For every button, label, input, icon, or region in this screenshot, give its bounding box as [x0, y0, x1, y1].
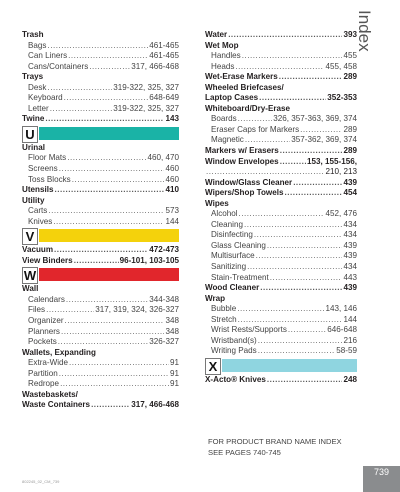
page-title: Index	[355, 10, 374, 52]
index-entry	[22, 41, 179, 52]
entry-pages: 455, 458	[325, 61, 357, 71]
entry-term: Planners	[28, 326, 60, 336]
index-entry	[205, 114, 357, 125]
index-entry	[22, 83, 179, 94]
index-entry	[205, 375, 357, 386]
entry-pages: 460	[165, 164, 179, 174]
dot-leader	[279, 72, 343, 83]
index-entry	[22, 72, 179, 83]
brand-index-note	[208, 436, 342, 458]
dot-leader	[237, 304, 324, 315]
dot-leader	[300, 125, 342, 136]
dot-leader	[47, 41, 148, 52]
index-entry	[205, 315, 357, 326]
index-entry	[205, 51, 357, 62]
entry-term: Carts	[28, 206, 48, 216]
entry-pages: 143	[165, 114, 179, 124]
entry-term: Cleaning	[211, 219, 243, 229]
index-entry	[22, 185, 179, 196]
entry-term: Waste Containers	[22, 400, 91, 410]
index-entry	[22, 206, 179, 217]
index-entry	[22, 358, 179, 369]
dot-leader	[54, 245, 148, 256]
dot-leader	[47, 83, 112, 94]
entry-pages: 352-353	[327, 93, 357, 103]
index-entry	[22, 295, 179, 306]
dot-leader	[59, 164, 165, 175]
page-number: 739	[363, 466, 400, 492]
index-entry	[22, 164, 179, 175]
entry-term: Can Liners	[28, 51, 68, 61]
entry-pages: 317, 319, 324, 326-327	[95, 305, 179, 315]
brand-index-note-line2: SEE PAGES 740-745	[208, 448, 281, 457]
dot-leader	[245, 135, 290, 146]
dot-leader	[74, 256, 119, 267]
index-entry	[205, 178, 357, 189]
dot-leader	[68, 51, 148, 62]
entry-pages: 96-101, 103-105	[119, 255, 179, 265]
dot-leader	[206, 167, 324, 178]
index-entry	[22, 379, 179, 390]
letter-color-band	[39, 229, 179, 242]
index-entry	[205, 336, 357, 347]
entry-pages: 648-649	[149, 93, 179, 103]
dot-leader	[238, 315, 343, 326]
letter-divider-u	[22, 127, 179, 140]
index-entry	[22, 337, 179, 348]
index-entry	[205, 262, 357, 273]
entry-term: Desk	[28, 82, 47, 92]
entry-term: Vacuum	[22, 245, 54, 255]
entry-pages: 410	[165, 185, 179, 195]
index-entry	[22, 114, 179, 125]
entry-pages: 461-465	[149, 40, 179, 50]
index-entry	[22, 284, 179, 295]
dot-leader	[45, 114, 164, 125]
entry-term: Knives	[28, 216, 53, 226]
dot-leader	[280, 146, 343, 157]
entry-pages: 144	[165, 216, 179, 226]
entry-term: Sanitizing	[211, 262, 247, 272]
entry-term: Heads	[211, 61, 235, 71]
entry-term: Urinal	[22, 142, 45, 152]
entry-pages: 91	[169, 368, 179, 378]
index-entry	[22, 51, 179, 62]
entry-pages: 143, 146	[325, 304, 357, 314]
index-entry	[22, 93, 179, 104]
entry-pages: 91	[169, 379, 179, 389]
entry-pages: 344-348	[149, 294, 179, 304]
dot-leader	[267, 241, 343, 252]
index-entry	[205, 273, 357, 284]
entry-term: Floor Mats	[28, 153, 67, 163]
index-entry	[205, 93, 357, 104]
entry-pages: 248	[343, 374, 357, 384]
entry-pages: 460	[165, 174, 179, 184]
index-entry	[205, 62, 357, 73]
entry-pages: 348	[165, 326, 179, 336]
index-entry	[205, 230, 357, 241]
index-entry	[22, 153, 179, 164]
entry-term: Toss Blocks	[28, 174, 71, 184]
index-entry	[22, 196, 179, 207]
letter-divider-w	[22, 268, 179, 284]
index-entry	[205, 325, 357, 336]
dot-leader	[258, 346, 336, 357]
letter-label: X	[205, 358, 221, 375]
entry-term: Redrope	[28, 379, 60, 389]
entry-term: X-Acto® Knives	[205, 374, 266, 384]
index-entry	[22, 369, 179, 380]
index-entry	[205, 346, 357, 357]
index-entry	[205, 104, 357, 115]
index-entry	[205, 135, 357, 146]
entry-term: Calendars	[28, 294, 65, 304]
entry-pages: 460, 470	[147, 153, 179, 163]
entry-term: Wallets, Expanding	[22, 347, 96, 357]
dot-leader	[46, 305, 94, 316]
index-entry	[205, 209, 357, 220]
entry-term: Eraser Caps for Markers	[211, 124, 300, 134]
letter-divider-x	[205, 359, 357, 372]
dot-leader	[67, 153, 146, 164]
letter-color-band	[39, 268, 179, 281]
index-entry	[22, 30, 179, 41]
entry-pages: 326-327	[149, 337, 179, 347]
index-entry	[205, 241, 357, 252]
letter-label: W	[23, 268, 37, 284]
entry-pages: 91	[169, 358, 179, 368]
entry-term: Letter	[28, 103, 49, 113]
entry-term: Wet Mop	[205, 40, 239, 50]
entry-pages: 439	[343, 177, 357, 187]
index-entry	[22, 327, 179, 338]
dot-leader	[53, 217, 164, 228]
entry-term: Bubble	[211, 304, 237, 314]
entry-pages: 452, 476	[325, 209, 357, 219]
dot-leader	[254, 230, 343, 241]
dot-leader	[66, 295, 148, 306]
entry-term: Wall	[22, 284, 39, 294]
index-entry	[205, 220, 357, 231]
entry-pages: 646-648	[327, 325, 357, 335]
letter-label: V	[22, 228, 38, 245]
entry-term: Partition	[28, 368, 58, 378]
index-entry	[22, 390, 179, 401]
index-entry	[205, 41, 357, 52]
entry-term: Wheeled Briefcases/	[205, 82, 284, 92]
entry-pages: 455	[343, 51, 357, 61]
entry-pages: 434	[343, 230, 357, 240]
entry-pages: 326, 357-363, 369, 374	[273, 114, 357, 124]
entry-pages: 393	[343, 30, 357, 39]
entry-term: Wipers/Shop Towels	[205, 188, 284, 198]
entry-pages: 348	[165, 316, 179, 326]
index-column-left	[22, 30, 179, 411]
dot-leader	[69, 358, 169, 369]
dot-leader	[280, 157, 306, 168]
index-entry	[22, 256, 179, 267]
entry-term: Wastebaskets/	[22, 389, 78, 399]
index-entry	[22, 305, 179, 316]
index-entry	[22, 175, 179, 186]
entry-term: Bags	[28, 40, 47, 50]
index-entry	[205, 157, 357, 168]
entry-pages: 289	[343, 146, 357, 156]
entry-pages: 461-465	[149, 51, 179, 61]
dot-leader	[267, 375, 343, 386]
entry-term: Utility	[22, 195, 45, 205]
entry-term: Wood Cleaner	[205, 283, 260, 293]
entry-pages: 317, 466-468	[131, 61, 179, 71]
entry-pages: 289	[343, 72, 357, 82]
index-entry	[22, 245, 179, 256]
entry-term: Wrap	[205, 293, 226, 303]
dot-leader	[60, 379, 169, 390]
dot-leader	[89, 62, 130, 73]
entry-pages: 573	[165, 206, 179, 216]
entry-term: Trash	[22, 30, 44, 39]
dot-leader	[256, 251, 343, 262]
letter-label: U	[22, 126, 38, 143]
entry-term: Alcohol	[211, 209, 238, 219]
entry-pages: 443	[343, 272, 357, 282]
dot-leader	[64, 93, 149, 104]
dot-leader	[244, 220, 343, 231]
index-entry	[22, 400, 179, 411]
entry-term: Disinfecting	[211, 230, 253, 240]
entry-pages: 58-59	[336, 346, 357, 356]
entry-pages: 289	[343, 124, 357, 134]
dot-leader	[228, 30, 342, 41]
dot-leader	[259, 93, 326, 104]
index-entry	[205, 125, 357, 136]
dot-leader	[235, 62, 324, 73]
dot-leader	[260, 283, 342, 294]
index-entry	[22, 217, 179, 228]
entry-term: Handles	[211, 51, 241, 61]
index-entry	[205, 283, 357, 294]
entry-pages: 144	[343, 314, 357, 324]
dot-leader	[258, 336, 343, 347]
letter-divider-v	[22, 229, 179, 245]
entry-pages: 319-322, 325, 327	[113, 103, 179, 113]
index-entry	[205, 304, 357, 315]
index-entry	[205, 199, 357, 210]
entry-term: Window/Glass Cleaner	[205, 177, 293, 187]
index-column-right	[205, 30, 357, 386]
entry-term: Stretch	[211, 314, 237, 324]
entry-pages: 216	[343, 335, 357, 345]
dot-leader	[50, 104, 113, 115]
dot-leader	[293, 178, 342, 189]
entry-term: Organizer	[28, 316, 64, 326]
entry-pages: 153, 155-156,	[307, 156, 357, 166]
index-entry	[205, 251, 357, 262]
entry-pages: 434	[343, 219, 357, 229]
index-entry	[205, 72, 357, 83]
entry-term: Screens	[28, 164, 58, 174]
letter-color-band	[222, 359, 357, 372]
footer-code: 802245_02_CM_739	[22, 479, 60, 484]
entry-term: Boards	[211, 114, 237, 124]
dot-leader	[65, 316, 165, 327]
entry-term: Writing Pads	[211, 346, 257, 356]
entry-term: Files	[28, 305, 46, 315]
dot-leader	[58, 337, 148, 348]
dot-leader	[239, 209, 325, 220]
dot-leader	[288, 325, 326, 336]
brand-index-note-line1: FOR PRODUCT BRAND NAME INDEX	[208, 437, 342, 446]
dot-leader	[72, 175, 165, 186]
entry-term: Wet-Erase Markers	[205, 72, 278, 82]
dot-leader	[247, 262, 342, 273]
entry-term: Extra-Wide	[28, 358, 69, 368]
entry-term: Wristband(s)	[211, 335, 257, 345]
index-entry	[22, 143, 179, 154]
entry-pages: 210, 213	[325, 167, 357, 177]
entry-term: Glass Cleaning	[211, 240, 266, 250]
entry-term: Water	[205, 30, 228, 39]
entry-term: Multisurface	[211, 251, 255, 261]
entry-pages: 439	[343, 283, 357, 293]
entry-term: Window Envelopes	[205, 156, 279, 166]
entry-term: Stain-Treatment	[211, 272, 269, 282]
entry-term: Cans/Containers	[28, 61, 89, 71]
entry-term: Keyboard	[28, 93, 63, 103]
entry-term: Magnetic	[211, 135, 244, 145]
index-entry	[205, 83, 357, 94]
dot-leader	[59, 369, 169, 380]
entry-term: Markers w/ Erasers	[205, 146, 279, 156]
entry-term: Whiteboard/Dry-Erase	[205, 103, 291, 113]
entry-term: Laptop Cases	[205, 93, 259, 103]
index-entry	[205, 146, 357, 157]
entry-pages: 472-473	[149, 245, 179, 255]
dot-leader	[238, 114, 273, 125]
index-entry	[22, 316, 179, 327]
index-entry	[22, 348, 179, 359]
dot-leader	[270, 273, 343, 284]
dot-leader	[61, 327, 165, 338]
entry-term: View Binders	[22, 255, 73, 265]
index-entry	[205, 167, 357, 178]
entry-pages: 454	[343, 188, 357, 198]
index-entry	[22, 104, 179, 115]
entry-pages: 434	[343, 262, 357, 272]
index-entry	[205, 188, 357, 199]
entry-term: Wipes	[205, 198, 229, 208]
entry-term: Trays	[22, 72, 44, 82]
entry-pages: 317, 466-468	[131, 400, 179, 410]
entry-pages: 439	[343, 251, 357, 261]
dot-leader	[284, 188, 342, 199]
entry-pages: 319-322, 325, 327	[113, 82, 179, 92]
entry-pages: 357-362, 369, 374	[291, 135, 357, 145]
letter-color-band	[39, 127, 179, 140]
entry-term: Wrist Rests/Supports	[211, 325, 287, 335]
dot-leader	[91, 400, 130, 411]
entry-pages: 439	[343, 240, 357, 250]
index-entry	[205, 30, 357, 41]
dot-leader	[55, 185, 165, 196]
index-entry	[22, 62, 179, 73]
entry-term: Pockets	[28, 337, 57, 347]
index-entry	[205, 294, 357, 305]
entry-term: Utensils	[22, 185, 54, 195]
entry-term: Twine	[22, 114, 45, 124]
dot-leader	[242, 51, 343, 62]
dot-leader	[48, 206, 164, 217]
